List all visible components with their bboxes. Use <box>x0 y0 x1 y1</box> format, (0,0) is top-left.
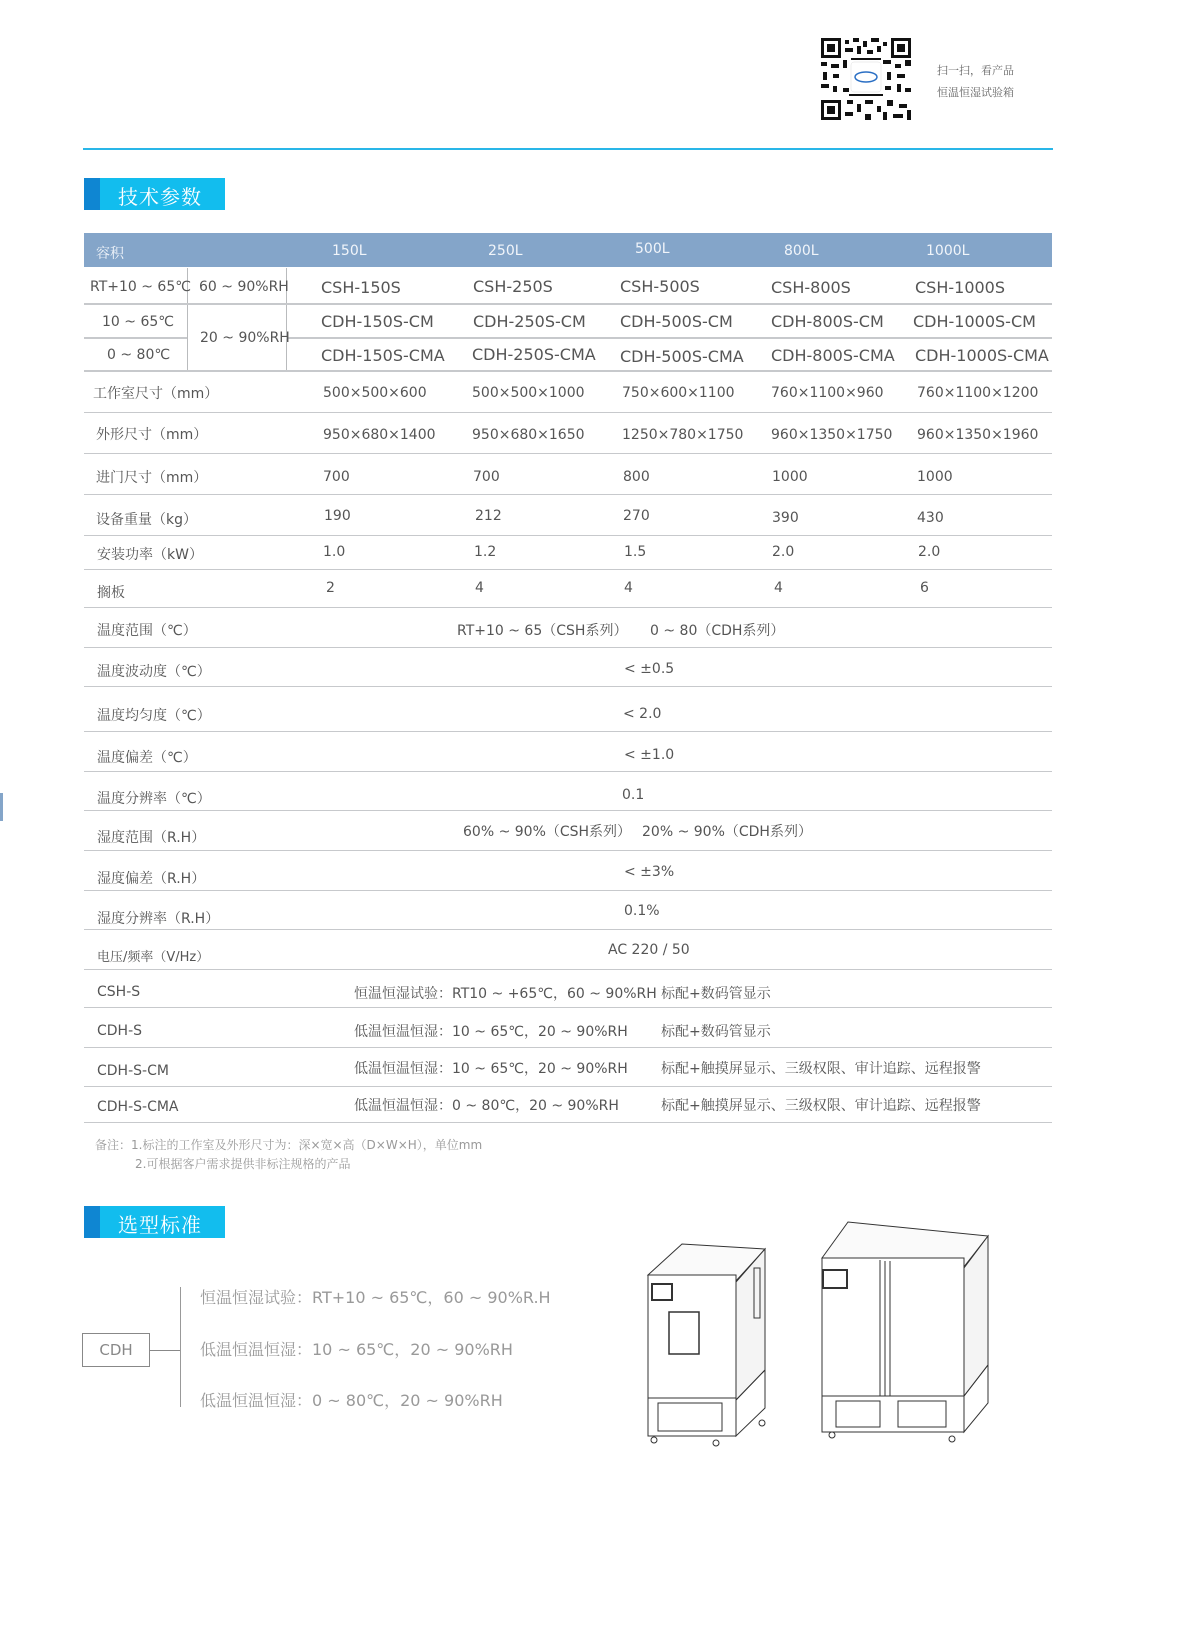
shared-row-humidity-deviation <box>84 851 1052 891</box>
shared-label: 电压/频率（V/Hz） <box>97 950 210 965</box>
product-image-small-chamber <box>640 1240 770 1450</box>
spec-value: 6 <box>920 580 929 596</box>
series-config: 标配+数码管显示 <box>661 1024 771 1040</box>
spec-label: 外形尺寸（mm） <box>96 427 208 443</box>
model-humidity-csh: 60 ~ 90%RH <box>199 279 289 295</box>
header-col-250l: 250L <box>488 243 523 259</box>
spec-value: 700 <box>473 469 500 485</box>
series-row-csh-s <box>84 970 1052 1008</box>
model-table <box>84 268 1052 371</box>
spec-value: 500×500×1000 <box>472 385 585 401</box>
spec-value: 1.0 <box>323 544 346 560</box>
shared-value-2: 0 ~ 80（CDH系列） <box>650 623 785 639</box>
section-title: 选型标准 <box>118 1213 202 1237</box>
spec-value: 960×1350×1750 <box>771 427 893 443</box>
spec-value: 1000 <box>917 469 953 485</box>
section-header-accent-bar <box>84 178 100 210</box>
spec-value: 4 <box>475 580 484 596</box>
shared-value: < ±1.0 <box>624 747 675 763</box>
shared-row-humidity-resolution <box>84 891 1052 930</box>
spec-value: 4 <box>624 580 633 596</box>
spec-value: 1.2 <box>474 544 497 560</box>
selection-option-1: 恒温恒湿试验：RT+10 ~ 65℃，60 ~ 90%R.H <box>200 1288 551 1307</box>
spec-value: 760×1100×960 <box>771 385 884 401</box>
header-col-150l: 150L <box>332 243 367 259</box>
section-header-tech-params <box>84 178 225 210</box>
series-desc: 低温恒温恒湿：10 ~ 65℃，20 ~ 90%RH <box>354 1024 628 1040</box>
header-col-500l: 500L <box>635 241 670 257</box>
notes <box>95 1136 482 1174</box>
series-desc: 低温恒温恒湿：10 ~ 65℃，20 ~ 90%RH <box>354 1061 628 1077</box>
series-model: CDH-S-CM <box>97 1063 169 1079</box>
note-line-1: 备注：1.标注的工作室及外形尺寸为：深×宽×高（D×W×H），单位mm <box>95 1138 483 1152</box>
shared-row-temp-deviation <box>84 732 1052 772</box>
section-header-accent-bar <box>84 1206 100 1238</box>
shared-value: RT+10 ~ 65（CSH系列） <box>457 623 628 639</box>
model-csh-250: CSH-250S <box>473 277 553 296</box>
model-cdh-cm-1000: CDH-1000S-CM <box>913 312 1036 331</box>
selection-option-2: 低温恒温恒湿：10 ~ 65℃，20 ~ 90%RH <box>200 1340 513 1359</box>
header-col-800l: 800L <box>784 243 819 259</box>
series-config: 标配+触摸屏显示、三级权限、审计追踪、远程报警 <box>661 1098 981 1114</box>
spec-table-header <box>84 233 1052 267</box>
model-cdh-cma-800: CDH-800S-CMA <box>771 346 895 365</box>
spec-row-outer-size <box>84 413 1052 454</box>
edge-marker <box>0 793 3 821</box>
model-csh-800: CSH-800S <box>771 278 851 297</box>
shared-row-temp-resolution <box>84 772 1052 811</box>
series-desc: 恒温恒湿试验：RT10 ~ +65℃，60 ~ 90%RH <box>354 986 657 1002</box>
spec-label: 安装功率（kW） <box>97 547 203 563</box>
model-temp-cdh-cm: 10 ~ 65℃ <box>102 314 174 330</box>
spec-row-door-size <box>84 454 1052 495</box>
shared-label: 湿度范围（R.H） <box>97 830 206 846</box>
spec-label: 工作室尺寸（mm） <box>93 386 219 402</box>
series-row-cdh-s-cma <box>84 1087 1052 1123</box>
shared-value: 0.1% <box>624 903 660 919</box>
shared-label: 湿度分辨率（R.H） <box>97 911 220 927</box>
qr-caption <box>937 60 1014 104</box>
shared-value-2: 20% ~ 90%（CDH系列） <box>642 824 812 840</box>
shared-row-temp-uniformity <box>84 687 1052 732</box>
header-col-1000l: 1000L <box>926 243 970 259</box>
spec-value: 1.5 <box>624 544 647 560</box>
spec-row-weight <box>84 495 1052 536</box>
section-header-selection <box>84 1206 225 1238</box>
shared-value: < ±3% <box>624 864 675 880</box>
shared-value: 0.1 <box>622 787 645 803</box>
series-row-cdh-s-cm <box>84 1048 1052 1087</box>
selection-root-box: CDH <box>82 1333 150 1367</box>
model-temp-csh: RT+10 ~ 65℃ <box>90 279 191 295</box>
spec-value: 950×680×1400 <box>323 427 436 443</box>
series-model: CDH-S <box>97 1023 143 1039</box>
qr-code <box>821 38 911 120</box>
spec-value: 430 <box>917 510 944 526</box>
shared-label: 温度均匀度（℃） <box>97 708 211 724</box>
shared-value: < 2.0 <box>623 706 662 722</box>
spec-value: 212 <box>475 508 502 524</box>
spec-value: 390 <box>772 510 799 526</box>
top-divider <box>83 148 1053 150</box>
spec-label: 进门尺寸（mm） <box>96 470 208 486</box>
series-model: CSH-S <box>97 984 141 1000</box>
model-cdh-cma-500: CDH-500S-CMA <box>620 347 744 366</box>
spec-value: 1250×780×1750 <box>622 427 744 443</box>
model-cdh-cm-500: CDH-500S-CM <box>620 312 733 331</box>
shared-row-humidity-range <box>84 811 1052 851</box>
spec-value: 2.0 <box>918 544 941 560</box>
spec-row-power <box>84 536 1052 570</box>
spec-label: 搁板 <box>97 585 125 601</box>
shared-label: 温度范围（℃） <box>97 623 197 639</box>
model-cdh-cma-150: CDH-150S-CMA <box>321 346 445 365</box>
model-csh-500: CSH-500S <box>620 277 700 296</box>
shared-row-temp-range <box>84 608 1052 648</box>
shared-label: 温度波动度（℃） <box>97 664 211 680</box>
spec-value: 950×680×1650 <box>472 427 585 443</box>
model-humidity-cdh: 20 ~ 90%RH <box>200 330 290 346</box>
spec-row-shelves <box>84 570 1052 608</box>
selection-option-3: 低温恒温恒湿：0 ~ 80℃，20 ~ 90%RH <box>200 1391 503 1410</box>
product-image-large-chamber <box>818 1220 993 1445</box>
model-cdh-cm-250: CDH-250S-CM <box>473 312 586 331</box>
model-cdh-cma-1000: CDH-1000S-CMA <box>915 346 1049 365</box>
series-row-cdh-s <box>84 1008 1052 1048</box>
tree-connector-vertical <box>180 1287 181 1407</box>
qr-caption-line1: 扫一扫，看产品 <box>937 64 1014 77</box>
shared-value: 60% ~ 90%（CSH系列） <box>463 824 632 840</box>
shared-label: 温度分辨率（℃） <box>97 791 211 807</box>
spec-value: 2 <box>326 580 335 596</box>
model-temp-cdh-cma: 0 ~ 80℃ <box>107 347 171 363</box>
series-config: 标配+触摸屏显示、三级权限、审计追踪、远程报警 <box>661 1061 981 1077</box>
spec-value: 700 <box>323 469 350 485</box>
spec-value: 800 <box>623 469 650 485</box>
spec-value: 270 <box>623 508 650 524</box>
spec-row-chamber-size <box>84 371 1052 413</box>
header-label-capacity: 容积 <box>96 246 124 262</box>
spec-value: 960×1350×1960 <box>917 427 1039 443</box>
section-title: 技术参数 <box>118 185 202 209</box>
spec-value: 4 <box>774 580 783 596</box>
model-cdh-cm-800: CDH-800S-CM <box>771 312 884 331</box>
series-desc: 低温恒温恒湿：0 ~ 80℃，20 ~ 90%RH <box>354 1098 619 1114</box>
model-csh-150: CSH-150S <box>321 278 401 297</box>
spec-value: 750×600×1100 <box>622 385 735 401</box>
series-model: CDH-S-CMA <box>97 1099 179 1115</box>
shared-row-voltage <box>84 930 1052 970</box>
qr-caption-line2: 恒温恒湿试验箱 <box>937 86 1014 99</box>
shared-label: 温度偏差（℃） <box>97 750 197 766</box>
model-cdh-cm-150: CDH-150S-CM <box>321 312 434 331</box>
spec-value: 500×500×600 <box>323 385 427 401</box>
shared-value: AC 220 / 50 <box>608 942 690 958</box>
spec-value: 760×1100×1200 <box>917 385 1039 401</box>
tree-connector-horizontal <box>149 1350 180 1351</box>
spec-value: 1000 <box>772 469 808 485</box>
model-csh-1000: CSH-1000S <box>915 278 1006 297</box>
model-cdh-cma-250: CDH-250S-CMA <box>472 345 596 364</box>
spec-value: 190 <box>324 508 351 524</box>
shared-value: < ±0.5 <box>624 661 675 677</box>
shared-label: 湿度偏差（R.H） <box>97 871 206 887</box>
spec-value: 2.0 <box>772 544 795 560</box>
spec-label: 设备重量（kg） <box>96 512 197 528</box>
note-line-2: 2.可根据客户需求提供非标注规格的产品 <box>135 1157 351 1171</box>
series-config: 标配+数码管显示 <box>661 986 771 1002</box>
shared-row-temp-fluctuation <box>84 648 1052 687</box>
